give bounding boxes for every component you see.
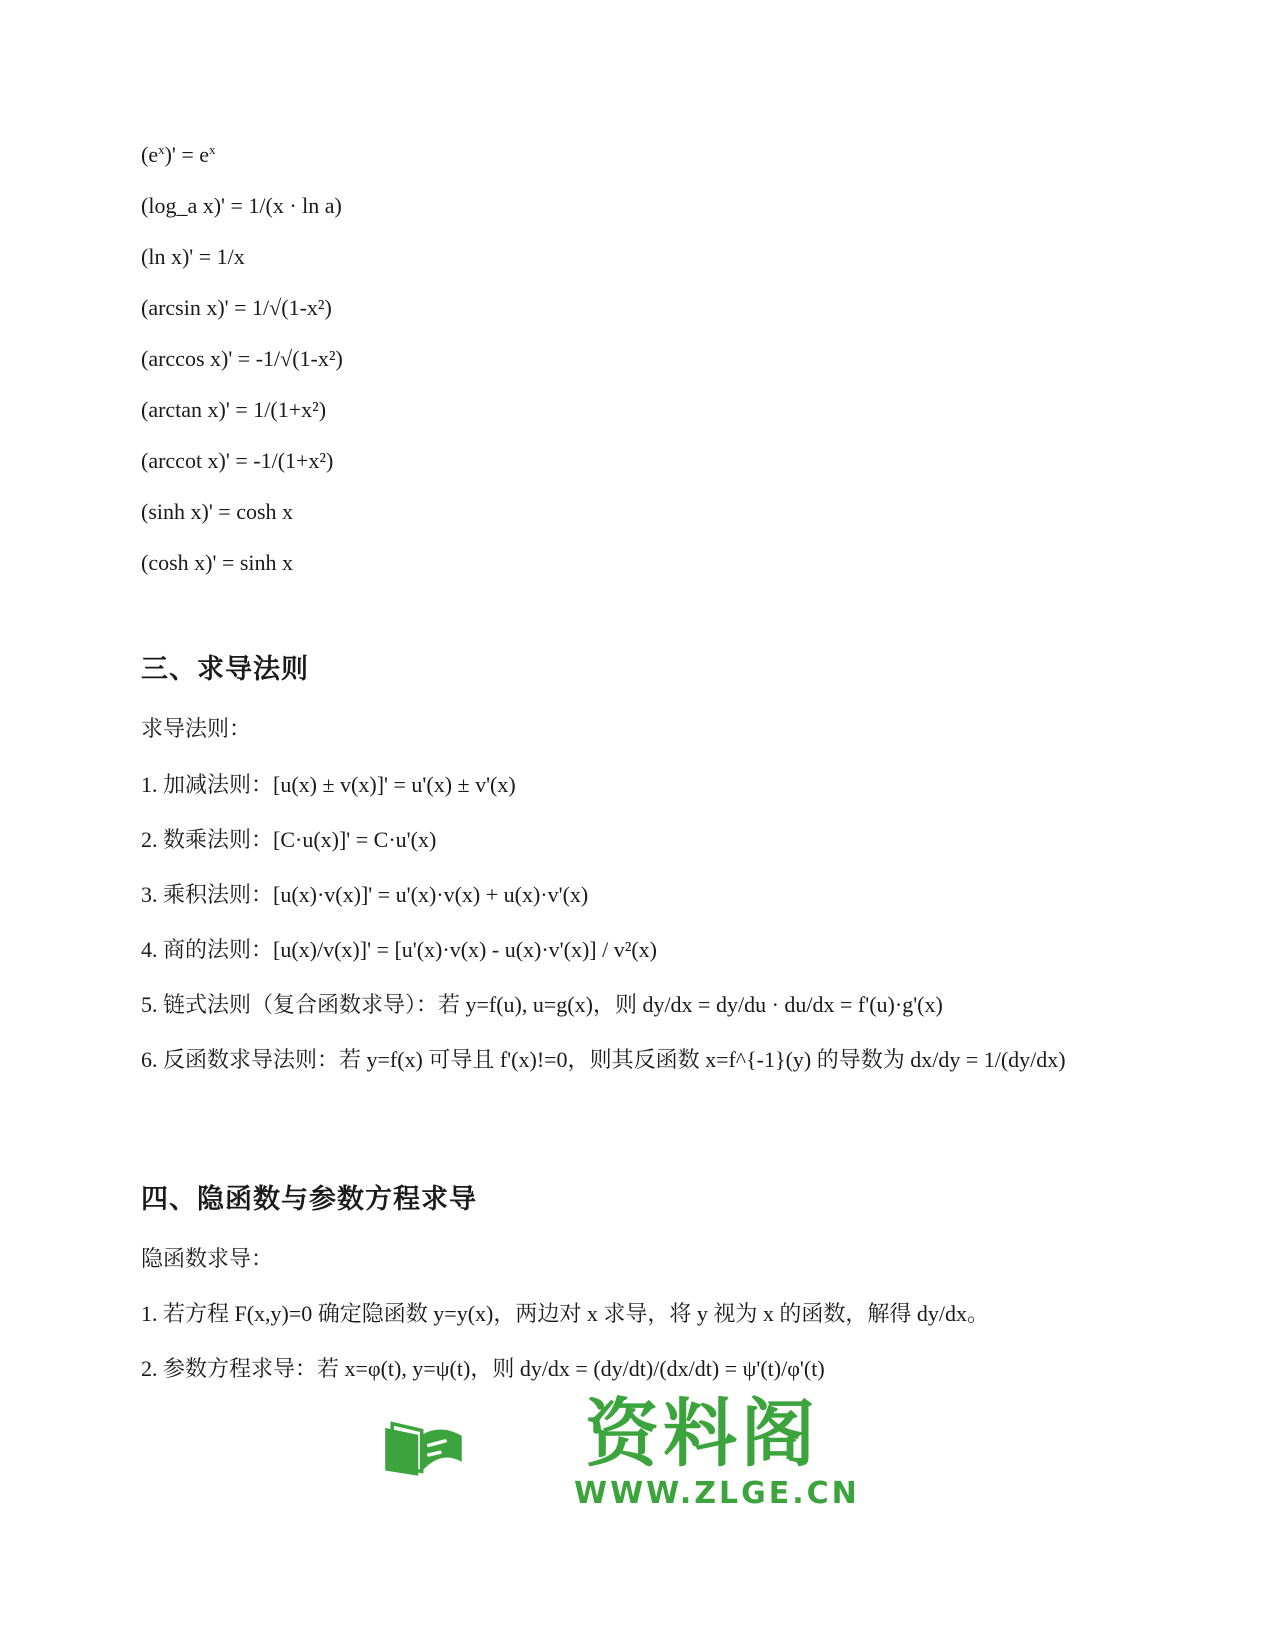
formula-sinh: (sinh x)' = cosh x xyxy=(141,499,294,524)
section3-heading: 三、求导法则 xyxy=(141,654,309,685)
section4-heading: 四、隐函数与参数方程求导 xyxy=(141,1184,477,1215)
implicit-item: 2. 参数方程求导：若 x=φ(t), y=ψ(t)，则 dy/dx = (dy/dt)/(dx/dt) = ψ'(t)/φ'(t) xyxy=(141,1356,825,1381)
rule-item: 6. 反函数求导法则：若 y=f(x) 可导且 f'(x)!=0，则其反函数 x=f^{-1}(y) 的导数为 dx/dy = 1/(dy/dx) xyxy=(141,1047,1066,1072)
implicit-item: 1. 若方程 F(x,y)=0 确定隐函数 y=y(x)，两边对 x 求导，将 y 视为 x 的函数，解得 dy/dx。 xyxy=(141,1301,989,1326)
open-book-icon xyxy=(380,1380,580,1515)
formula-ln: (ln x)' = 1/x xyxy=(141,244,245,269)
rule-item: 3. 乘积法则：[u(x)·v(x)]' = u'(x)·v(x) + u(x)·v'(x) xyxy=(141,882,589,907)
section3-intro: 求导法则： xyxy=(141,716,252,741)
section4-intro: 隐函数求导： xyxy=(141,1246,274,1271)
watermark-url: WWW.ZLGE.CN xyxy=(574,1476,860,1511)
rule-item: 1. 加减法则：[u(x) ± v(x)]' = u'(x) ± v'(x) xyxy=(141,772,516,797)
formula-cosh: (cosh x)' = sinh x xyxy=(141,550,294,575)
formula-arccot: (arccot x)' = -1/(1+x²) xyxy=(141,448,334,473)
rule-item: 4. 商的法则：[u(x)/v(x)]' = [u'(x)·v(x) - u(x)·v'(x)] / v²(x) xyxy=(141,937,657,962)
rule-item: 2. 数乘法则：[C·u(x)]' = C·u'(x) xyxy=(141,827,437,852)
formula-arccos: (arccos x)' = -1/√(1-x²) xyxy=(141,346,343,371)
formula-arcsin: (arcsin x)' = 1/√(1-x²) xyxy=(141,295,332,320)
formula-arctan: (arctan x)' = 1/(1+x²) xyxy=(141,397,327,422)
watermark-name: 资料阁 xyxy=(585,1391,819,1477)
formula-exp: $(e^x)' = e^x$ xyxy=(141,142,216,167)
rule-item: 5. 链式法则（复合函数求导）：若 y=f(u), u=g(x)，则 dy/dx = dy/du · du/dx = f'(u)·g'(x) xyxy=(141,992,943,1017)
formula-log: (log_a x)' = 1/(x · ln a) xyxy=(141,193,342,218)
